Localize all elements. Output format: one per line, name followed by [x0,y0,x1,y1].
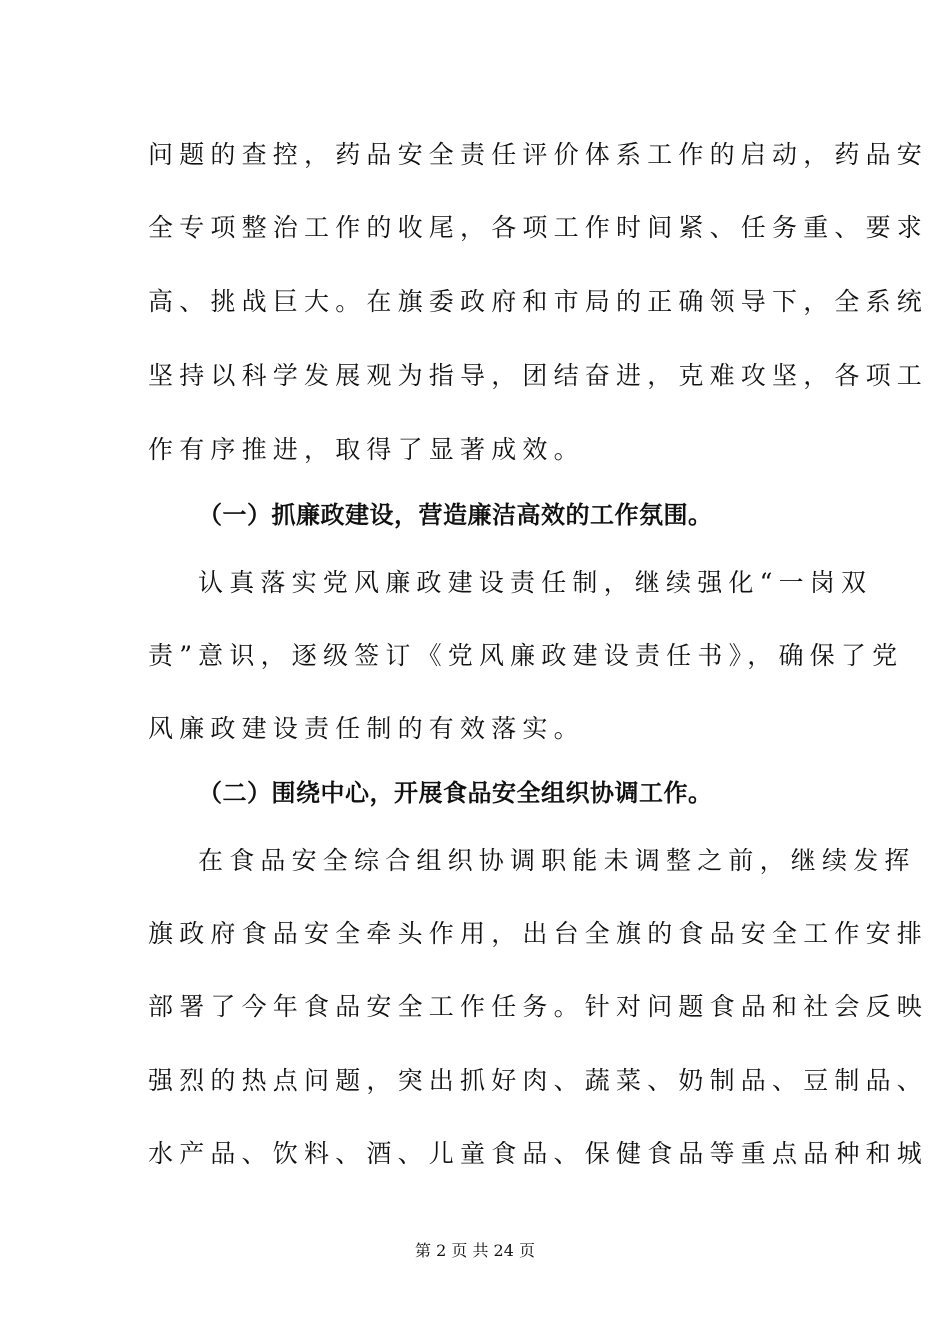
body-text-line: 在食品安全综合组织协调职能未调整之前，继续发挥 [198,846,916,875]
body-text-line: 责”意识，逐级签订《党风廉政建设责任书》，确保了党 [148,641,904,670]
section-heading-2: （二）围绕中心，开展食品安全组织协调工作。 [198,779,713,807]
body-text-line: 作有序推进，取得了显著成效。 [148,435,585,464]
body-text-line: 高、挑战巨大。在旗委政府和市局的正确领导下，全系统 [148,287,929,316]
body-text-line: 强烈的热点问题，突出抓好肉、蔬菜、奶制品、豆制品、 [148,1066,929,1095]
body-text-line: 问题的查控，药品安全责任评价体系工作的启动，药品安 [148,140,929,169]
body-text-line: 风廉政建设责任制的有效落实。 [148,714,585,743]
section-heading-1: （一）抓廉政建设，营造廉洁高效的工作氛围。 [198,501,713,529]
page-number-footer: 第 2 页 共 24 页 [415,1241,535,1260]
body-text-line: 全专项整治工作的收尾，各项工作时间紧、任务重、要求 [148,213,929,242]
body-text-line: 坚持以科学发展观为指导，团结奋进，克难攻坚，各项工 [148,361,929,390]
body-text-line: 部署了今年食品安全工作任务。针对问题食品和社会反映 [148,992,929,1021]
body-text-line: 水产品、饮料、酒、儿童食品、保健食品等重点品种和城 [148,1139,929,1168]
body-text-line: 旗政府食品安全牵头作用，出台全旗的食品安全工作安排 [148,919,929,948]
body-text-line: 认真落实党风廉政建设责任制，继续强化“一岗双 [198,568,873,597]
